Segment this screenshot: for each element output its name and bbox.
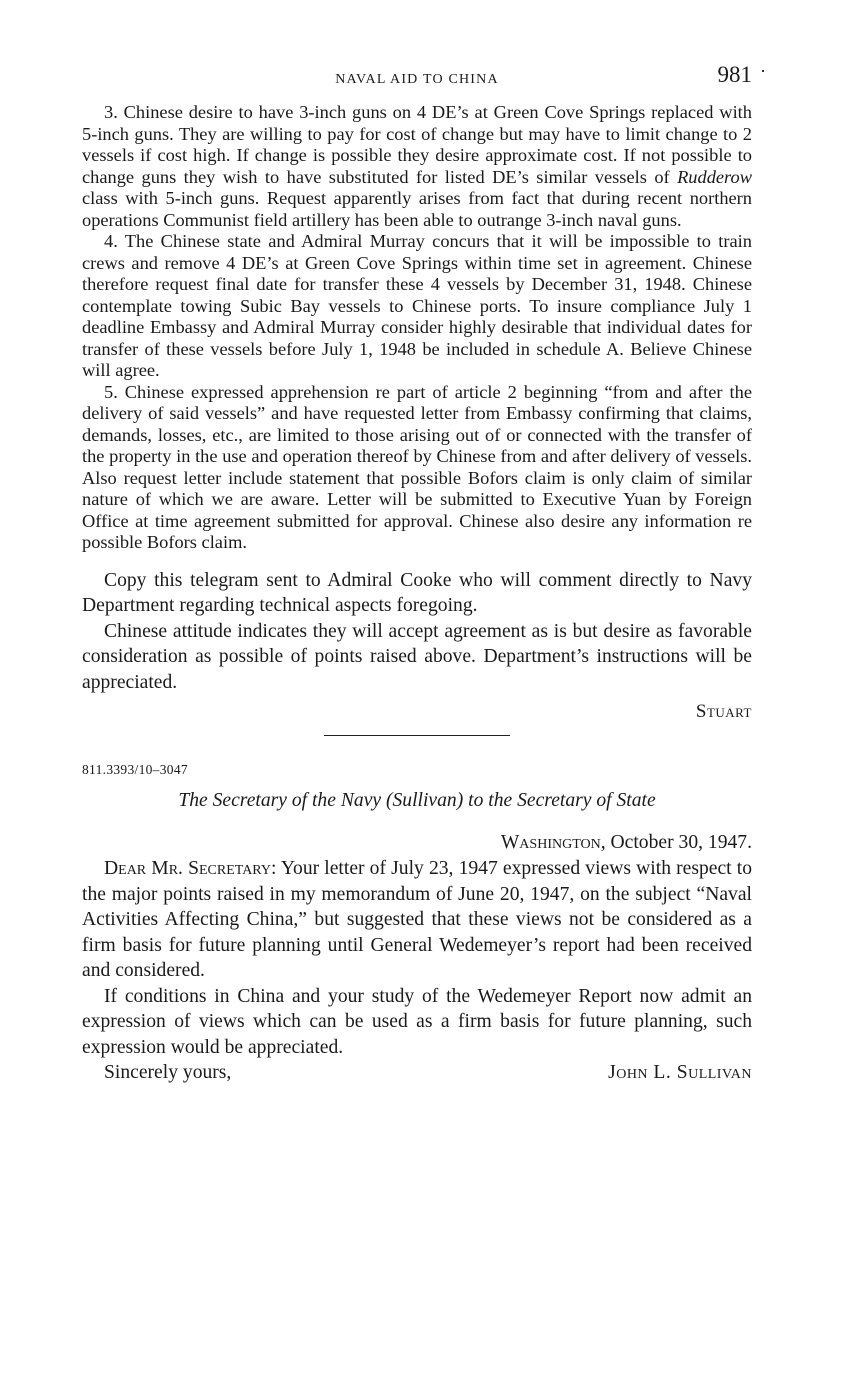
paragraph-3-text: 3. Chinese desire to have 3-inch guns on 4 DE’s at Green Cove Springs replaced with 5-inch guns. They are willing to pay for cost of change but may have to limit change to 2 vessels if cost high. If change is possible they desire approximate cost. If not possible to change guns they wish to have substituted for listed DE’s similar vessels of [82,102,752,187]
dateline-date: , October 30, 1947. [600,832,752,853]
page-number: 981 [717,62,752,87]
section-divider [324,735,510,736]
telegram-body [82,102,752,554]
letter-paragraph-2: If conditions in China and your study of the Wedemeyer Report now admit an expression of views which can be used as a firm basis for future planning, such expression would be appreciated. [82,985,752,1058]
document-page [82,62,752,1086]
telegram-paragraph-3 [82,102,752,231]
closing-line [82,1060,752,1086]
letter-paragraph-1-text: : Your letter of July 23, 1947 expressed views with respect to the major points raised in my memorandum of June 20, 1947, on the subject “Naval Activities Affecting China,” but suggested that these views not be considered as a firm basis for future planning until General Wedemeyer’s report had been received and considered. [82,858,752,981]
letter-signature: John L. Sullivan [608,1062,752,1083]
ship-class-name: Rudderow [677,166,752,187]
margin-mark [762,70,764,72]
letter-paragraph-1 [82,856,752,984]
telegram-paragraph-5: 5. Chinese expressed apprehension re part of article 2 beginning “from and after the delivery of said vessels” and have requested letter from Embassy confirming that claims, demands, losses, etc., are limited to those arising out of or connected with the transfer of the property in the use and operation thereof by Chinese from and after delivery of vessels. Also request letter include statement that possible Bofors claim is only claim of similar nature of which we are aware. Letter will be submitted to Executive Yuan by Foreign Office at time agreement submitted for approval. Chinese also desire any information re possible Bofors claim. [82,381,752,552]
telegram-signature: Stuart [695,701,752,722]
file-number: 811.3393/10–3047 [82,762,188,777]
copy-paragraph: Copy this telegram sent to Admiral Cooke who will comment directly to Navy Department regarding technical aspects foregoing. [82,569,752,616]
salutation: Dear Mr. Secretary [104,858,271,879]
dateline-place: Washington [500,832,601,853]
running-head [82,62,752,102]
telegram-paragraph-4: 4. The Chinese state and Admiral Murray concurs that it will be impossible to train crews and remove 4 DE’s at Green Cove Springs within time set in agreement. Chinese therefore request final date for transfer these 4 vessels by December 31, 1948. Chinese contemplate towing Subic Bay vessels to Chinese ports. To insure compliance July 1 deadline Embassy and Admiral Murray consider highly desirable that individual dates for transfer of these vessels before July 1, 1948 be included in schedule A. Believe Chinese will agree. [82,231,752,380]
running-title: NAVAL AID TO CHINA [335,72,499,87]
attitude-paragraph: Chinese attitude indicates they will accept agreement as is but desire as favorable consideration as possible of points raised above. Department’s instructions will be appreciated. [82,620,752,693]
document-title: The Secretary of the Navy (Sullivan) to the Secretary of State [178,790,656,811]
paragraph-3-text-end: class with 5-inch guns. Request apparently arises from fact that during recent northern operations Communist field artillery has been able to outrange 3-inch naval guns. [82,188,752,230]
complimentary-close: Sincerely yours, [104,1062,232,1083]
dateline [82,830,752,856]
